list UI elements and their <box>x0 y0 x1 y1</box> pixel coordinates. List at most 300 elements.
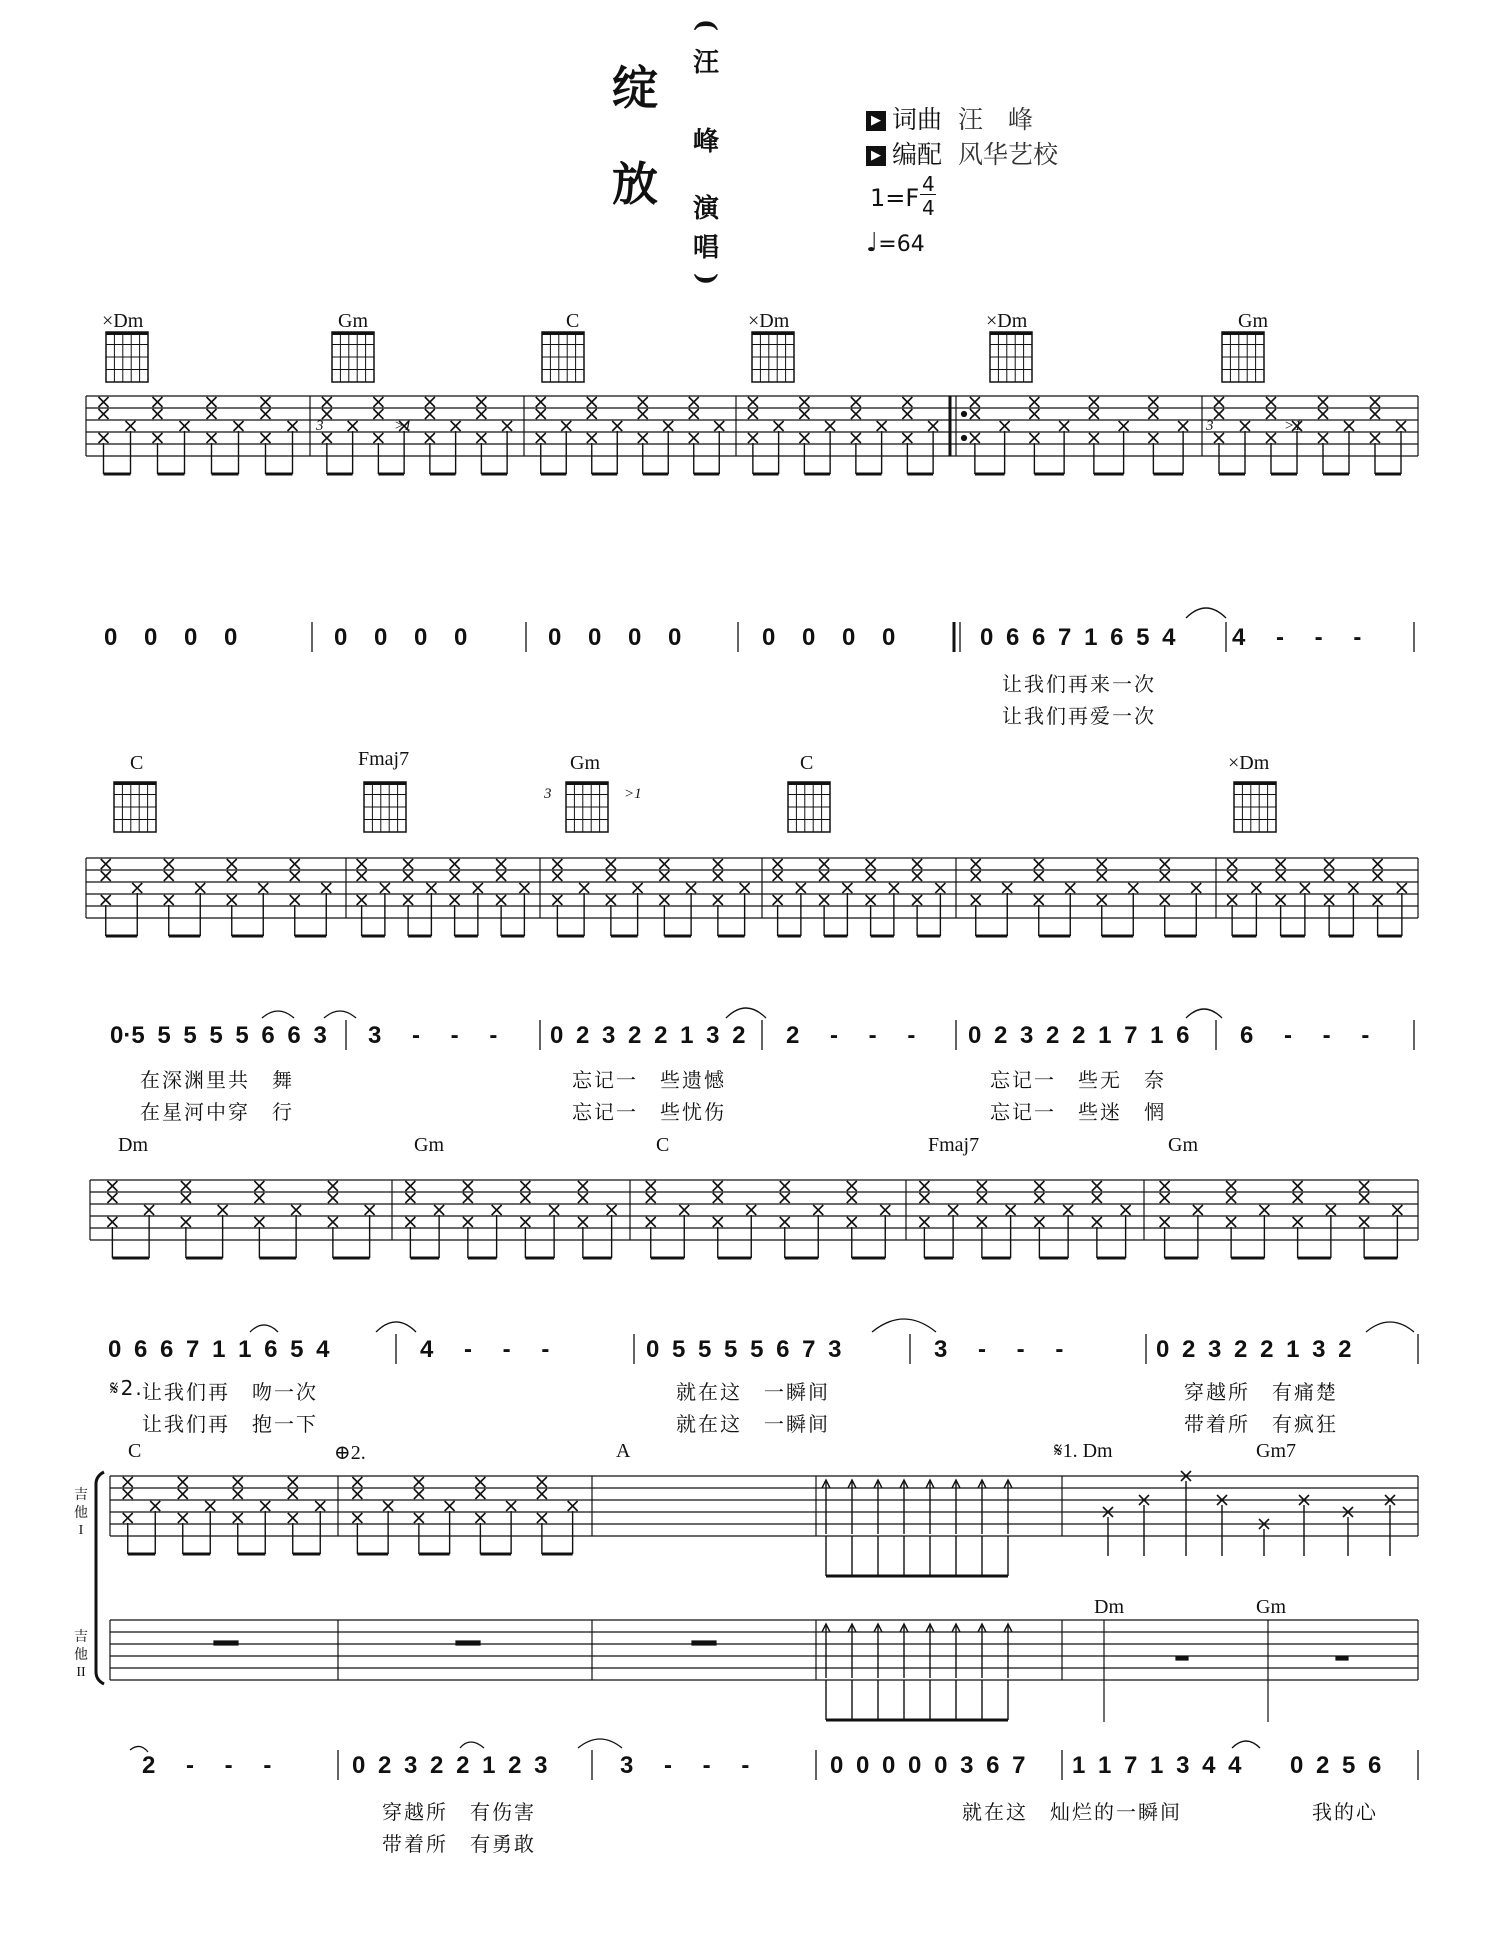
strum-x-mark <box>578 1193 588 1203</box>
strum-x-mark <box>107 1193 117 1203</box>
strum-x-mark <box>877 421 887 431</box>
strum-x-mark <box>288 1477 298 1487</box>
strum-x-mark <box>153 397 163 407</box>
strum-x-mark <box>1373 895 1383 905</box>
strum-x-mark <box>748 433 758 443</box>
strum-x-mark <box>463 1217 473 1227</box>
strum-x-mark <box>254 1217 264 1227</box>
track-label-char: 吉 <box>74 1487 88 1503</box>
strum-x-mark <box>1370 397 1380 407</box>
strum-x-mark <box>373 409 383 419</box>
strum-x-mark <box>164 871 174 881</box>
system-1-tab-staff <box>86 396 1418 456</box>
strum-x-mark <box>774 421 784 431</box>
chord-box <box>752 332 794 382</box>
strum-x-mark <box>689 409 699 419</box>
strum-x-mark <box>450 859 460 869</box>
strum-x-mark <box>1318 433 1328 443</box>
strum-x-mark <box>579 883 589 893</box>
strum-x-mark <box>233 1489 243 1499</box>
strum-x-mark <box>414 1513 424 1523</box>
chord-box <box>332 332 374 382</box>
strum-x-mark <box>496 859 506 869</box>
strum-x-mark <box>123 1489 133 1499</box>
chord-name: Dm <box>1094 1596 1124 1618</box>
strum-x-mark <box>405 1181 415 1191</box>
chord-box <box>788 782 830 832</box>
credit-label: 词曲 <box>892 105 943 134</box>
strum-x-mark <box>107 1217 117 1227</box>
strum-x-mark <box>552 895 562 905</box>
strum-x-mark <box>659 859 669 869</box>
strum-x-mark <box>164 895 174 905</box>
strum-x-mark <box>101 859 111 869</box>
track-label-guitar-1 <box>70 1486 92 1540</box>
lyric-line: 穿越所 有伤害 <box>382 1800 536 1824</box>
strum-x-mark <box>659 871 669 881</box>
strum-x-mark <box>1397 883 1407 893</box>
strum-x-mark <box>476 397 486 407</box>
strum-x-mark <box>902 433 912 443</box>
strum-x-mark <box>1034 895 1044 905</box>
strum-x-mark <box>1191 883 1201 893</box>
strum-x-mark <box>1029 433 1039 443</box>
strum-x-mark <box>1227 895 1237 905</box>
performer-char: 峰 <box>692 127 719 157</box>
strum-x-mark <box>1227 871 1237 881</box>
chord-name: C <box>656 1134 670 1156</box>
chord-name: Gm <box>414 1134 444 1156</box>
strum-x-mark <box>445 1501 455 1511</box>
lyric-line: 穿越所 有痛楚 <box>1184 1380 1338 1404</box>
notation-measure: 0 2 3 2 2 1 2 3 <box>352 1752 548 1779</box>
strum-x-mark <box>1251 883 1261 893</box>
strum-x-mark <box>847 1217 857 1227</box>
strum-x-mark <box>1276 895 1286 905</box>
strum-x-mark <box>451 421 461 431</box>
strum-x-mark <box>935 883 945 893</box>
strum-x-mark <box>536 433 546 443</box>
strum-x-mark <box>612 421 622 431</box>
strum-x-mark <box>851 409 861 419</box>
strum-x-mark <box>851 433 861 443</box>
strum-x-mark <box>1193 1205 1203 1215</box>
strum-x-mark <box>1119 421 1129 431</box>
strum-x-mark <box>1034 1193 1044 1203</box>
chord-name-dm-mute <box>748 310 789 333</box>
strum-x-mark <box>780 1193 790 1203</box>
chord-name-dm-mute <box>986 310 1027 333</box>
track-label-guitar-2 <box>70 1628 92 1682</box>
performer-char: 演 <box>692 194 719 224</box>
credit-label: 编配 <box>892 140 943 169</box>
chord-name: C <box>800 752 814 774</box>
strum-x-mark <box>713 859 723 869</box>
strum-x-mark <box>646 1217 656 1227</box>
lyric-line: 带着所 有疯狂 <box>1184 1412 1338 1436</box>
strum-x-mark <box>773 895 783 905</box>
strum-x-mark <box>773 859 783 869</box>
chord-box <box>364 782 406 832</box>
strum-x-mark <box>425 409 435 419</box>
tempo-value: =64 <box>878 232 925 257</box>
chord-name: Gm <box>570 752 600 774</box>
strum-x-mark <box>373 433 383 443</box>
strum-x-mark <box>328 1181 338 1191</box>
strum-x-mark <box>180 421 190 431</box>
strum-x-mark <box>689 397 699 407</box>
strum-x-mark <box>99 433 109 443</box>
strum-x-mark <box>1034 1217 1044 1227</box>
strum-x-mark <box>450 871 460 881</box>
strum-x-mark <box>233 1477 243 1487</box>
strum-x-mark <box>606 895 616 905</box>
strum-x-mark <box>1089 397 1099 407</box>
strum-x-mark <box>519 883 529 893</box>
lyric-line: 让我们再 吻一次 <box>142 1380 318 1404</box>
strum-x-mark <box>476 433 486 443</box>
strum-x-mark <box>473 883 483 893</box>
strum-x-mark <box>587 433 597 443</box>
key-label: 1=F <box>870 184 920 212</box>
chord-name: A <box>616 1440 631 1462</box>
chord-box <box>990 332 1032 382</box>
strum-x-mark <box>463 1181 473 1191</box>
strum-x-mark <box>689 433 699 443</box>
song-title-char-1: 绽 <box>612 61 658 115</box>
strum-x-mark <box>1226 1181 1236 1191</box>
lyric-line: 我的心 <box>1312 1800 1378 1824</box>
strum-x-mark <box>713 1181 723 1191</box>
strum-x-mark <box>1148 397 1158 407</box>
strum-x-mark <box>866 859 876 869</box>
strum-x-mark <box>970 397 980 407</box>
strum-x-mark <box>450 895 460 905</box>
strum-x-mark <box>123 1477 133 1487</box>
strum-x-mark <box>686 883 696 893</box>
strum-x-mark <box>475 1477 485 1487</box>
strum-x-mark <box>380 883 390 893</box>
strum-x-mark <box>866 871 876 881</box>
strum-x-mark <box>288 1489 298 1499</box>
strum-x-mark <box>365 1205 375 1215</box>
strum-x-mark <box>713 895 723 905</box>
strum-x-mark <box>434 1205 444 1215</box>
chord-label: Dm <box>1239 752 1270 774</box>
track-label-char: 吉 <box>74 1629 88 1645</box>
segno-label: 𝄋1. <box>1054 1440 1078 1462</box>
strum-x-mark <box>578 1217 588 1227</box>
strum-x-mark <box>847 1181 857 1191</box>
credit-value: 汪 峰 <box>957 105 1033 134</box>
strum-x-mark <box>780 1181 790 1191</box>
strum-x-mark <box>1214 433 1224 443</box>
strum-x-mark <box>1324 871 1334 881</box>
strum-x-mark <box>1121 1205 1131 1215</box>
strum-x-mark <box>1029 397 1039 407</box>
strum-x-mark <box>150 1501 160 1511</box>
strum-x-mark <box>178 1489 188 1499</box>
strum-x-mark <box>1359 1217 1369 1227</box>
strum-x-mark <box>322 397 332 407</box>
notation-measure: 0 0 0 0 <box>548 624 682 651</box>
notation-measure: 0 2 3 2 2 1 3 2 <box>1156 1336 1352 1363</box>
chord-name: Gm <box>1168 1134 1198 1156</box>
strum-x-mark <box>1227 859 1237 869</box>
strum-x-mark <box>825 421 835 431</box>
strum-x-mark <box>1373 859 1383 869</box>
strum-x-mark <box>1097 859 1107 869</box>
strum-x-mark <box>919 1181 929 1191</box>
strum-x-mark <box>290 895 300 905</box>
strum-x-mark <box>207 409 217 419</box>
performer-char: 唱 <box>692 233 719 263</box>
strum-x-mark <box>288 1513 298 1523</box>
chord-box <box>106 332 148 382</box>
strum-x-mark <box>496 871 506 881</box>
strum-x-mark <box>164 859 174 869</box>
strum-x-mark <box>1092 1181 1102 1191</box>
lyric-line: 就在这 一瞬间 <box>676 1380 830 1404</box>
strum-x-mark <box>970 409 980 419</box>
strum-x-mark <box>99 397 109 407</box>
strum-x-mark <box>261 397 271 407</box>
lyric-line: 在星河中穿 行 <box>140 1100 294 1124</box>
chord-name: Gm7 <box>1256 1440 1296 1462</box>
time-top: 4 <box>922 172 935 196</box>
strum-x-mark <box>291 1205 301 1215</box>
strum-x-mark <box>414 1477 424 1487</box>
notation-measure: 4 - - - <box>420 1336 550 1363</box>
strum-x-mark <box>1226 1217 1236 1227</box>
strum-x-mark <box>1324 859 1334 869</box>
notation-measure: 0 2 5 6 <box>1290 1752 1382 1779</box>
paren-open: ( <box>691 18 721 32</box>
chord-box <box>566 782 608 832</box>
notation-measure: 3 - - - <box>934 1336 1064 1363</box>
strum-x-mark <box>425 433 435 443</box>
strum-x-mark <box>928 421 938 431</box>
strum-x-mark <box>1160 1193 1170 1203</box>
strum-x-mark <box>476 409 486 419</box>
strum-x-mark <box>1160 1181 1170 1191</box>
track-number: I <box>78 1523 84 1538</box>
strum-x-mark <box>290 859 300 869</box>
strum-x-mark <box>475 1513 485 1523</box>
chord-name: C <box>130 752 144 774</box>
coda-marker: ⊕2. <box>334 1442 366 1464</box>
quarter-note-icon: ♩ <box>866 228 879 258</box>
strum-x-mark <box>425 397 435 407</box>
strum-x-mark <box>971 871 981 881</box>
mute-icon: × <box>102 310 114 332</box>
strum-x-mark <box>254 1181 264 1191</box>
song-title-char-2: 放 <box>612 157 658 211</box>
strum-x-mark <box>352 1489 362 1499</box>
system-3-tab-staff <box>90 1180 1418 1240</box>
strum-x-mark <box>607 1205 617 1215</box>
strum-x-mark <box>1318 409 1328 419</box>
strum-x-mark <box>971 895 981 905</box>
chord-box <box>1234 782 1276 832</box>
strum-x-mark <box>537 1513 547 1523</box>
strum-x-mark <box>842 883 852 893</box>
strum-x-mark <box>578 1181 588 1191</box>
strum-x-mark <box>227 871 237 881</box>
strum-x-mark <box>126 421 136 431</box>
strum-x-mark <box>233 1513 243 1523</box>
strum-x-mark <box>799 433 809 443</box>
strum-x-mark <box>659 895 669 905</box>
strum-x-mark <box>587 397 597 407</box>
strum-x-mark <box>713 1193 723 1203</box>
notation-measure: 0 6 6 7 1 1 6 5 4 <box>108 1336 330 1363</box>
strum-x-mark <box>902 397 912 407</box>
strum-x-mark <box>773 871 783 881</box>
strum-x-mark <box>1160 1217 1170 1227</box>
credit-marker-icon: ▶ <box>866 111 886 131</box>
strum-x-mark <box>746 1205 756 1215</box>
strum-x-mark <box>403 859 413 869</box>
strum-x-mark <box>475 1489 485 1499</box>
strum-x-mark <box>568 1501 578 1511</box>
lyric-line: 让我们再爱一次 <box>1002 704 1156 728</box>
strum-x-mark <box>261 433 271 443</box>
strum-x-mark <box>1370 409 1380 419</box>
strum-x-mark <box>1396 421 1406 431</box>
strum-x-mark <box>633 883 643 893</box>
strum-x-mark <box>1029 409 1039 419</box>
strum-x-mark <box>1370 433 1380 443</box>
strum-x-mark <box>748 397 758 407</box>
strum-x-mark <box>260 1501 270 1511</box>
strum-x-mark <box>132 883 142 893</box>
strum-x-mark <box>1266 433 1276 443</box>
strum-x-mark <box>328 1217 338 1227</box>
strum-x-mark <box>748 409 758 419</box>
strum-x-mark <box>971 859 981 869</box>
strum-x-mark <box>819 859 829 869</box>
chord-label: Dm <box>113 310 144 332</box>
chord-name-dm-mute <box>1228 752 1269 775</box>
strum-x-mark <box>646 1181 656 1191</box>
strum-x-mark <box>357 895 367 905</box>
strum-x-mark <box>227 859 237 869</box>
chord-name: Gm <box>338 310 368 332</box>
notation-measure: 0 0 0 0 0 3 6 7 <box>830 1752 1026 1779</box>
system-4-tab-staff-guitar-2 <box>110 1620 1418 1722</box>
strum-x-mark <box>561 421 571 431</box>
strum-x-mark <box>638 397 648 407</box>
chord-label: Dm <box>1082 1440 1113 1462</box>
lyric-line: 忘记一 些忧伤 <box>572 1100 726 1124</box>
strum-x-mark <box>606 859 616 869</box>
chord-name: Dm <box>118 1134 148 1156</box>
strum-x-mark <box>1089 433 1099 443</box>
chord-label: Dm <box>997 310 1028 332</box>
strum-x-mark <box>1293 1193 1303 1203</box>
chord-name: Gm <box>1256 1596 1286 1618</box>
strum-x-mark <box>866 895 876 905</box>
strum-x-mark <box>1300 883 1310 893</box>
notation-measure: 0·5 5 5 5 5 6 6 3 <box>110 1022 327 1049</box>
notation-measure: 0 0 0 0 <box>334 624 468 651</box>
strum-x-mark <box>549 1205 559 1215</box>
strum-x-mark <box>536 409 546 419</box>
strum-x-mark <box>1359 1181 1369 1191</box>
paren-close: ) <box>691 272 721 286</box>
strum-x-mark <box>1160 871 1170 881</box>
strum-x-mark <box>99 409 109 419</box>
strum-x-mark <box>101 895 111 905</box>
chord-box <box>1222 332 1264 382</box>
strum-x-mark <box>1324 895 1334 905</box>
strum-x-mark <box>1148 433 1158 443</box>
strum-x-mark <box>1266 409 1276 419</box>
strum-x-mark <box>970 433 980 443</box>
strum-x-mark <box>536 397 546 407</box>
strum-x-mark <box>492 1205 502 1215</box>
strum-x-mark <box>357 859 367 869</box>
strum-x-mark <box>254 1193 264 1203</box>
strum-x-mark <box>348 421 358 431</box>
lyric-line: 就在这 一瞬间 <box>676 1412 830 1436</box>
strum-x-mark <box>948 1205 958 1215</box>
segno-marker <box>1054 1440 1113 1463</box>
barre-marker: >1 <box>624 786 642 802</box>
strum-x-mark <box>912 871 922 881</box>
strum-x-mark <box>977 1181 987 1191</box>
strum-x-mark <box>373 397 383 407</box>
strum-x-mark <box>1392 1205 1402 1215</box>
fret-number: 3 <box>316 418 324 434</box>
strum-x-mark <box>403 871 413 881</box>
strum-x-mark <box>321 883 331 893</box>
strum-x-mark <box>1097 871 1107 881</box>
strum-x-mark <box>1348 883 1358 893</box>
lyric-line: 忘记一 些遗憾 <box>572 1068 726 1092</box>
strum-x-mark <box>552 871 562 881</box>
strum-x-mark <box>919 1217 929 1227</box>
strum-x-mark <box>799 409 809 419</box>
strum-x-mark <box>587 409 597 419</box>
notation-measure: 0 2 3 2 2 1 3 2 <box>550 1022 746 1049</box>
chord-name: C <box>566 310 580 332</box>
strum-x-mark <box>537 1489 547 1499</box>
strum-x-mark <box>1266 397 1276 407</box>
strum-x-mark <box>1214 409 1224 419</box>
strum-x-mark <box>713 871 723 881</box>
notation-measure: 6 - - - <box>1240 1022 1370 1049</box>
strum-x-mark <box>1293 1217 1303 1227</box>
strum-x-mark <box>496 895 506 905</box>
strum-x-mark <box>813 1205 823 1215</box>
mute-icon: × <box>1228 752 1240 774</box>
strum-x-mark <box>1276 871 1286 881</box>
chord-name: Fmaj7 <box>928 1134 980 1156</box>
track-number: II <box>76 1665 86 1680</box>
credit-value: 风华艺校 <box>957 140 1058 169</box>
system-1-chord-diagrams <box>106 332 1264 382</box>
strum-x-mark <box>537 1477 547 1487</box>
strum-x-mark <box>1092 1217 1102 1227</box>
strum-x-mark <box>713 1217 723 1227</box>
strum-x-mark <box>1373 871 1383 881</box>
strum-x-mark <box>1063 1205 1073 1215</box>
lyric-line: 就在这 灿烂的一瞬间 <box>962 1800 1182 1824</box>
strum-x-mark <box>288 421 298 431</box>
lyric-line: 让我们再来一次 <box>1002 672 1156 696</box>
